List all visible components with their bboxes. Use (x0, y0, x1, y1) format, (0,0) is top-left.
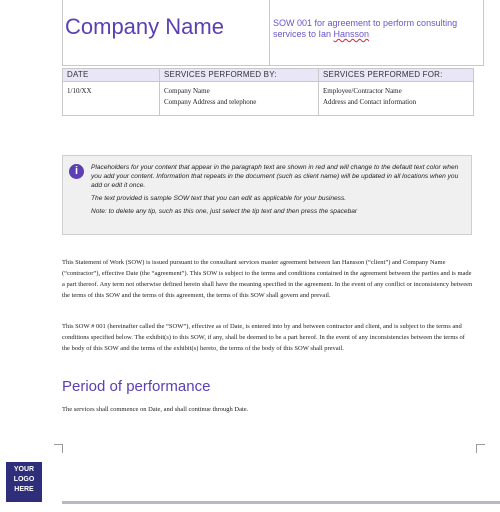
tip-paragraph: The text provided is sample SOW text that you can edit as applicable for your business. (91, 195, 347, 202)
sow-title-prefix: SOW 001 for agreement to perform consulting services to Ian (273, 18, 458, 39)
body-paragraph[interactable]: This SOW # 001 (hereinafter called the “SOW”), effective as of Date, is entered into by and between contractor and client, and is subject to the terms and conditions specified below. The exhibit(s) to this SOW, if any, shall be deemed to be a part hereof. In the event of any inconsistencies between the terms of the body of this SOW and the terms of the exhibit(s) hereto, the terms of the body of this SOW shall prevail. (62, 323, 465, 352)
column-divider (159, 69, 160, 115)
company-name[interactable]: Company Name (65, 14, 224, 39)
column-header-performed-for: SERVICES PERFORMED FOR: (323, 70, 443, 79)
column-header-date: DATE (67, 70, 89, 79)
document-header (62, 0, 484, 66)
footer-rule (62, 501, 500, 504)
logo-line: HERE (14, 486, 34, 493)
period-text[interactable]: The services shall commence on Date, and shall continue through Date. (62, 406, 249, 413)
section-heading[interactable]: Period of performance (62, 378, 211, 395)
margin-corner-mark (476, 444, 485, 453)
cell-date[interactable]: 1/10/XX (67, 87, 92, 95)
cell-for-address[interactable]: Address and Contact information (323, 98, 417, 106)
body-paragraph[interactable]: This Statement of Work (SOW) is issued pursuant to the consultant services master agreement between Ian Hansson (“client”) and Company Name (“contractor”), effective Date (the “agreement”). This SOW is subject to the terms and conditions contained in the agreement between the parties and is made a part thereof. Any term not otherwise defined herein shall have the meaning specified in the agreement. In the event of any conflict or inconsistency between the terms of this SOW and the terms of this agreement, the terms of this SOW shall govern and prevail. (62, 259, 473, 299)
margin-corner-mark (54, 444, 63, 453)
cell-by-name[interactable]: Company Name (164, 87, 210, 95)
tip-paragraph: Placeholders for your content that appear in the paragraph text are shown in red and will change to the default text color when you add your content. Information that repeats in the document (such as client name) will be updated in all locations when you add or edit it once. (91, 164, 459, 189)
logo-line: LOGO (13, 476, 35, 483)
logo-placeholder[interactable] (6, 462, 42, 502)
cell-for-name[interactable]: Employee/Contractor Name (323, 87, 402, 95)
tip-box[interactable] (62, 155, 472, 235)
tip-paragraph: Note: to delete any tip, such as this one, just select the tip text and then press the spacebar (91, 208, 358, 215)
logo-line: YOUR (13, 466, 35, 473)
info-icon: i (69, 164, 84, 179)
header-divider (269, 0, 270, 66)
column-divider (318, 69, 319, 115)
tip-text (91, 163, 463, 220)
services-table (62, 68, 474, 116)
sow-title[interactable] (273, 18, 483, 40)
cell-by-address[interactable]: Company Address and telephone (164, 98, 257, 106)
column-header-performed-by: SERVICES PERFORMED BY: (164, 70, 277, 79)
sow-client-name: Hansson (333, 29, 370, 39)
